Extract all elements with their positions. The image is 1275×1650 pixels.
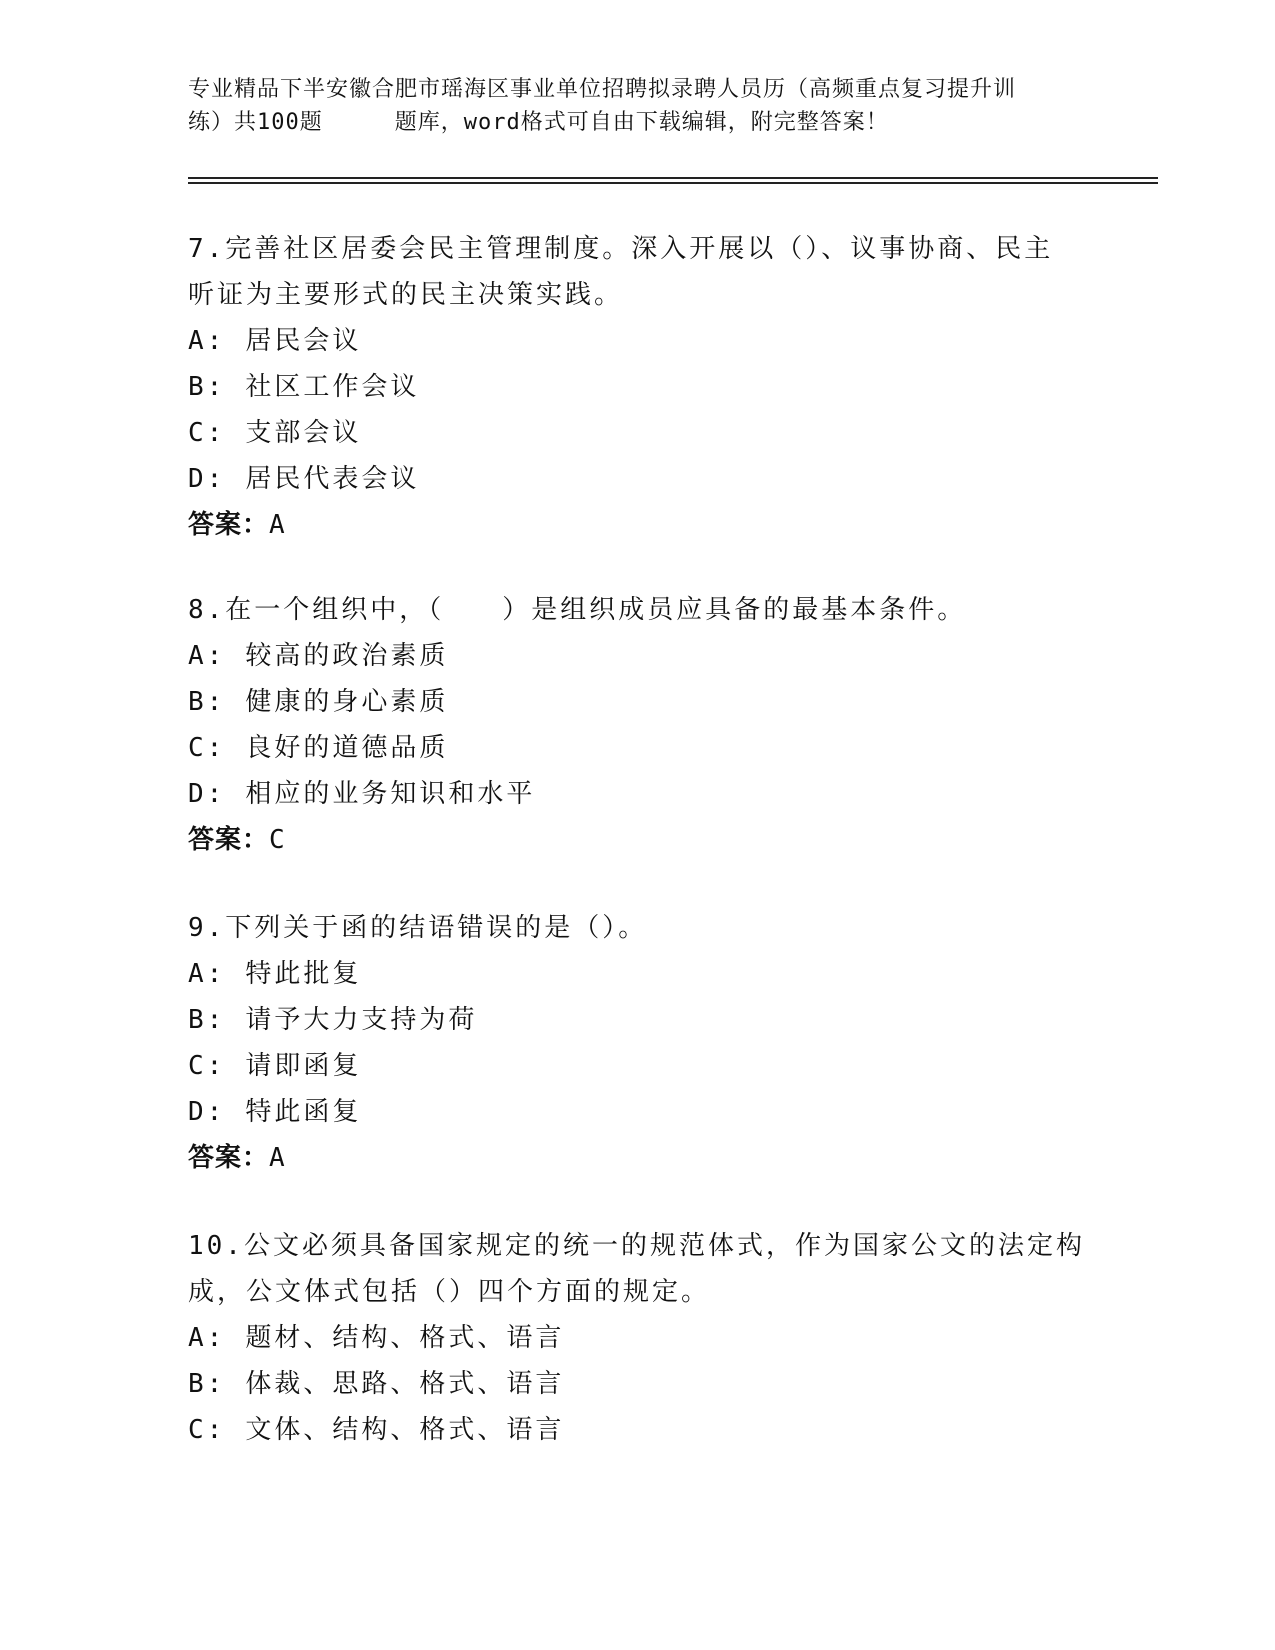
option-text: 较高的政治素质 [245, 641, 449, 671]
option-key: A: [188, 959, 226, 989]
option-key: C: [188, 1051, 226, 1081]
option-key: D: [188, 1097, 226, 1127]
option-a [188, 633, 1088, 679]
option-b [188, 1361, 1088, 1407]
option-key: C: [188, 1415, 226, 1445]
option-a [188, 1315, 1088, 1361]
option-text: 请即函复 [245, 1051, 362, 1081]
option-b [188, 997, 1088, 1043]
option-text: 社区工作会议 [245, 372, 420, 402]
question-stem-line: 8.在一个组织中，（ ）是组织成员应具备的最基本条件。 [188, 595, 967, 625]
option-key: D: [188, 779, 226, 809]
option-text: 文体、结构、格式、语言 [245, 1415, 565, 1445]
option-text: 请予大力支持为荷 [245, 1005, 478, 1035]
option-key: A: [188, 1323, 226, 1353]
option-key: B: [188, 687, 226, 717]
question-stem-line: 成，公文体式包括（）四个方面的规定。 [188, 1277, 711, 1307]
question-stem [188, 226, 1088, 318]
option-a [188, 951, 1088, 997]
header-title-line-2 [188, 106, 1088, 139]
header-divider-top [188, 177, 1158, 179]
option-text: 健康的身心素质 [245, 687, 449, 717]
question-10 [188, 1223, 1088, 1453]
question-stem-line: 9.下列关于函的结语错误的是（）。 [188, 913, 648, 943]
answer-label: 答案： [188, 1143, 270, 1173]
answer-label: 答案： [188, 825, 270, 855]
option-text: 题材、结构、格式、语言 [245, 1323, 565, 1353]
question-stem [188, 905, 1088, 951]
option-key: C: [188, 418, 226, 448]
option-key: B: [188, 1369, 226, 1399]
answer-value: A [269, 510, 286, 540]
question-stem [188, 1223, 1088, 1315]
option-text: 相应的业务知识和水平 [245, 779, 536, 809]
option-c [188, 410, 1088, 456]
option-text: 体裁、思路、格式、语言 [245, 1369, 565, 1399]
option-d [188, 456, 1088, 502]
answer-label: 答案： [188, 510, 270, 540]
header-divider-bottom [188, 182, 1158, 184]
option-a [188, 318, 1088, 364]
option-c [188, 1043, 1088, 1089]
answer-line [188, 817, 1088, 863]
question-stem-line: 听证为主要形式的民主决策实践。 [188, 280, 624, 310]
option-b [188, 364, 1088, 410]
option-key: C: [188, 733, 226, 763]
option-d [188, 771, 1088, 817]
option-text: 特此函复 [245, 1097, 362, 1127]
answer-value: C [269, 825, 286, 855]
question-9 [188, 905, 1088, 1181]
header-count: 练）共100题 [188, 110, 323, 135]
option-key: D: [188, 464, 226, 494]
document-header [188, 73, 1088, 139]
answer-line [188, 502, 1088, 548]
question-8 [188, 587, 1088, 863]
option-key: A: [188, 641, 226, 671]
question-stem [188, 587, 1088, 633]
option-text: 支部会议 [245, 418, 362, 448]
question-stem-line: 7.完善社区居委会民主管理制度。深入开展以（）、议事协商、民主 [188, 234, 1054, 264]
question-stem-line: 10.公文必须具备国家规定的统一的规范体式，作为国家公文的法定构 [188, 1231, 1085, 1261]
header-title-line-1: 专业精品下半安徽合肥市瑶海区事业单位招聘拟录聘人员历（高频重点复习提升训 [188, 77, 1017, 102]
question-7 [188, 226, 1088, 548]
option-c [188, 1407, 1088, 1453]
option-key: B: [188, 372, 226, 402]
option-d [188, 1089, 1088, 1135]
option-b [188, 679, 1088, 725]
option-key: A: [188, 326, 226, 356]
answer-value: A [269, 1143, 286, 1173]
option-text: 良好的道德品质 [245, 733, 449, 763]
option-text: 居民会议 [245, 326, 362, 356]
answer-line [188, 1135, 1088, 1181]
option-c [188, 725, 1088, 771]
option-text: 特此批复 [245, 959, 362, 989]
option-text: 居民代表会议 [245, 464, 420, 494]
option-key: B: [188, 1005, 226, 1035]
header-subtitle: 题库，word格式可自由下载编辑，附完整答案！ [394, 110, 889, 135]
